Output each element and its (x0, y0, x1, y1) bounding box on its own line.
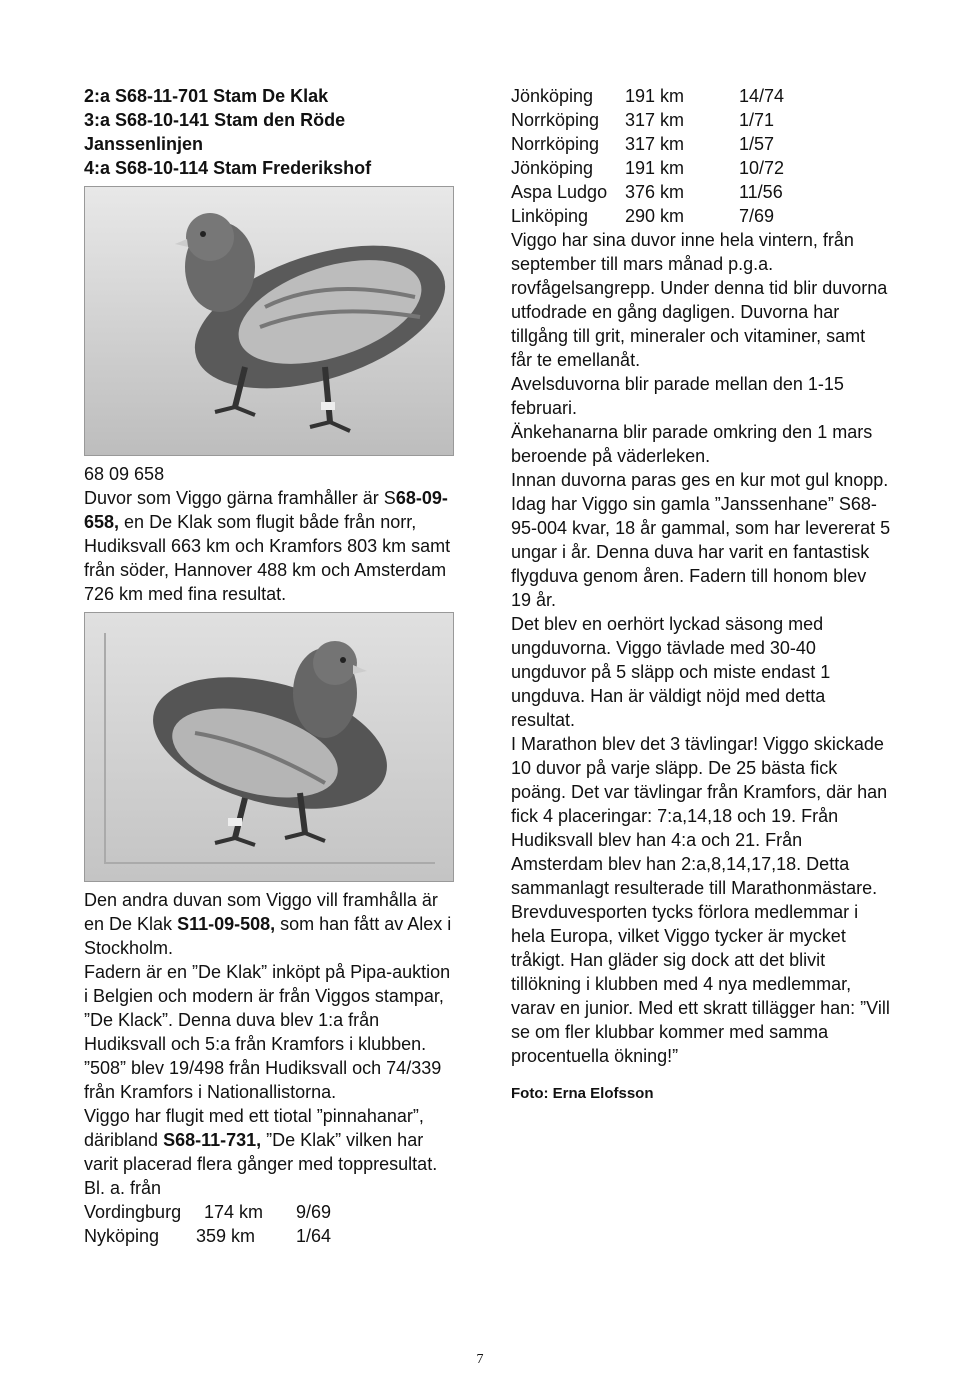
text-run: ”De Klak” vilken har varit placerad flera gånger med toppresultat. Bl. a. från (84, 1130, 438, 1198)
result-distance: 290 km (625, 206, 685, 226)
text-run: Duvor som Viggo gärna framhåller är S (84, 488, 396, 508)
text-run: Den andra duvan som Viggo vill framhålla är en De Klak (84, 890, 438, 934)
pedigree-heading-4: 4:a S68-10-114 Stam Frederikshof (84, 158, 372, 178)
result-placement: 1/57 (739, 134, 775, 154)
paragraph-breeding: Avelsduvorna blir parade mellan den 1-15 februari. (511, 374, 844, 418)
result-row (511, 204, 891, 228)
pinnahanar-paragraph (84, 1104, 456, 1200)
pedigree-heading-1: 2:a S68-11-701 Stam De Klak (84, 86, 329, 106)
result-distance: 376 km (625, 182, 685, 202)
result-distance: 317 km (625, 110, 685, 130)
text-run: en De Klak som flugit både från norr, Hudiksvall 663 km och Kramfors 803 km samt från söder, Hannover 488 km och Amsterdam 726 km med fina resultat. (84, 512, 451, 604)
result-place: Vordingburg (84, 1202, 182, 1222)
result-placement: 10/72 (739, 158, 785, 178)
paragraph-membership: Brevduvesporten tycks förlora medlemmar i hela Europa, vilket Viggo tycker är mycket tråkigt. Han gläder sig dock att det blivit tillökning i klubben med 4 nya medlemmar, varav en junior. Med ett skratt tillägger han: ”Vill se om fler klubbar kommer med samma procentuella ökning!” (511, 902, 890, 1066)
result-placement: 9/69 (296, 1202, 332, 1222)
photo-credit: Foto: Erna Elofsson (511, 1085, 654, 1102)
result-row (511, 156, 891, 180)
paragraph-marathon: I Marathon blev det 3 tävlingar! Viggo skickade 10 duvor på varje släpp. De 25 bästa fick poäng. Det var tävlingar från Kramfors, där han fick 4 placeringar: 7:a,14,18 och 19. Från Hudiksvall blev han 4:a och 21. Från Amsterdam blev han 2:a,8,14,17,18. Detta sammanlagt resulterade till Marathonmästare. (511, 734, 888, 898)
pigeon-1-description (84, 486, 456, 606)
page-number: 7 (476, 1352, 484, 1367)
result-placement: 11/56 (739, 182, 783, 202)
right-column (511, 84, 891, 1106)
results-table (511, 84, 891, 228)
pedigree-heading-3: Janssenlinjen (84, 134, 204, 154)
result-place: Jönköping (511, 158, 594, 178)
result-distance: 191 km (625, 158, 685, 178)
result-place: Nyköping (84, 1226, 160, 1246)
paragraph-widowers: Änkehanarna blir parade omkring den 1 mars beroende på väderleken. (511, 422, 873, 466)
pigeon-2-parents: Fadern är en ”De Klak” inköpt på Pipa-auktion i Belgien och modern är från Viggos stampar, ”De Klack”. Denna duva blev 1:a från Hudiksvall och 5:a från Kramfors i klubben. ”508” blev 19/498 från Hudiksvall och 74/339 från Kramfors i Nationallistorna. (84, 962, 451, 1102)
result-row (511, 108, 891, 132)
result-placement: 7/69 (739, 206, 775, 226)
paragraph-wintering: Viggo har sina duvor inne hela vintern, från september till mars månad p.g.a. rovfågelsangrepp. Under denna tid blir duvorna utfodrade en gång dagligen. Duvorna har tillgång till grit, mineraler och vitaminer, samt får te emellanåt. (511, 230, 888, 370)
result-distance: 317 km (625, 134, 685, 154)
bold-ring-number: S68-11-731, (163, 1130, 262, 1150)
bold-ring-number: 68-09-658, (84, 488, 448, 532)
result-place: Norrköping (511, 134, 600, 154)
result-row (511, 180, 891, 204)
text-run: som han fått av Alex i Stockholm. (84, 914, 452, 958)
result-placement: 1/71 (739, 110, 775, 130)
paragraph-janssenhane: Idag har Viggo sin gamla ”Janssenhane” S68-95-004 kvar, 18 år gammal, som har levererat 5 ungar i år. Denna duva har varit en fantastisk flygduva genom åren. Fadern till honom blev 19 år. (511, 494, 891, 610)
text-run: Viggo har flugit med ett tiotal ”pinnahanar”, däribland (84, 1106, 424, 1150)
result-place: Linköping (511, 206, 589, 226)
pigeon-photo-2 (84, 612, 454, 882)
result-distance: 174 km (204, 1202, 264, 1222)
paragraph-treatment: Innan duvorna paras ges en kur mot gul knopp. (511, 470, 889, 490)
result-placement: 1/64 (296, 1226, 332, 1246)
result-placement: 14/74 (739, 86, 785, 106)
left-column (84, 84, 456, 1248)
result-distance: 191 km (625, 86, 685, 106)
result-distance: 359 km (196, 1226, 256, 1246)
result-row (511, 84, 891, 108)
pedigree-heading-2: 3:a S68-10-141 Stam den Röde (84, 110, 346, 130)
pigeon-photo-1 (84, 186, 454, 456)
pigeon-2-description (84, 888, 456, 960)
result-row (511, 132, 891, 156)
pigeon-id: 68 09 658 (84, 464, 165, 484)
result-place: Aspa Ludgo (511, 182, 608, 202)
result-place: Jönköping (511, 86, 594, 106)
result-row (84, 1224, 456, 1248)
result-row (84, 1200, 456, 1224)
result-place: Norrköping (511, 110, 600, 130)
bold-ring-number: S11-09-508, (177, 914, 276, 934)
paragraph-young-birds: Det blev en oerhört lyckad säsong med ungduvorna. Viggo tävlade med 30-40 ungduvor på 5 släpp och miste endast 1 ungduva. Han är väldigt nöjd med detta resultat. (511, 614, 831, 730)
